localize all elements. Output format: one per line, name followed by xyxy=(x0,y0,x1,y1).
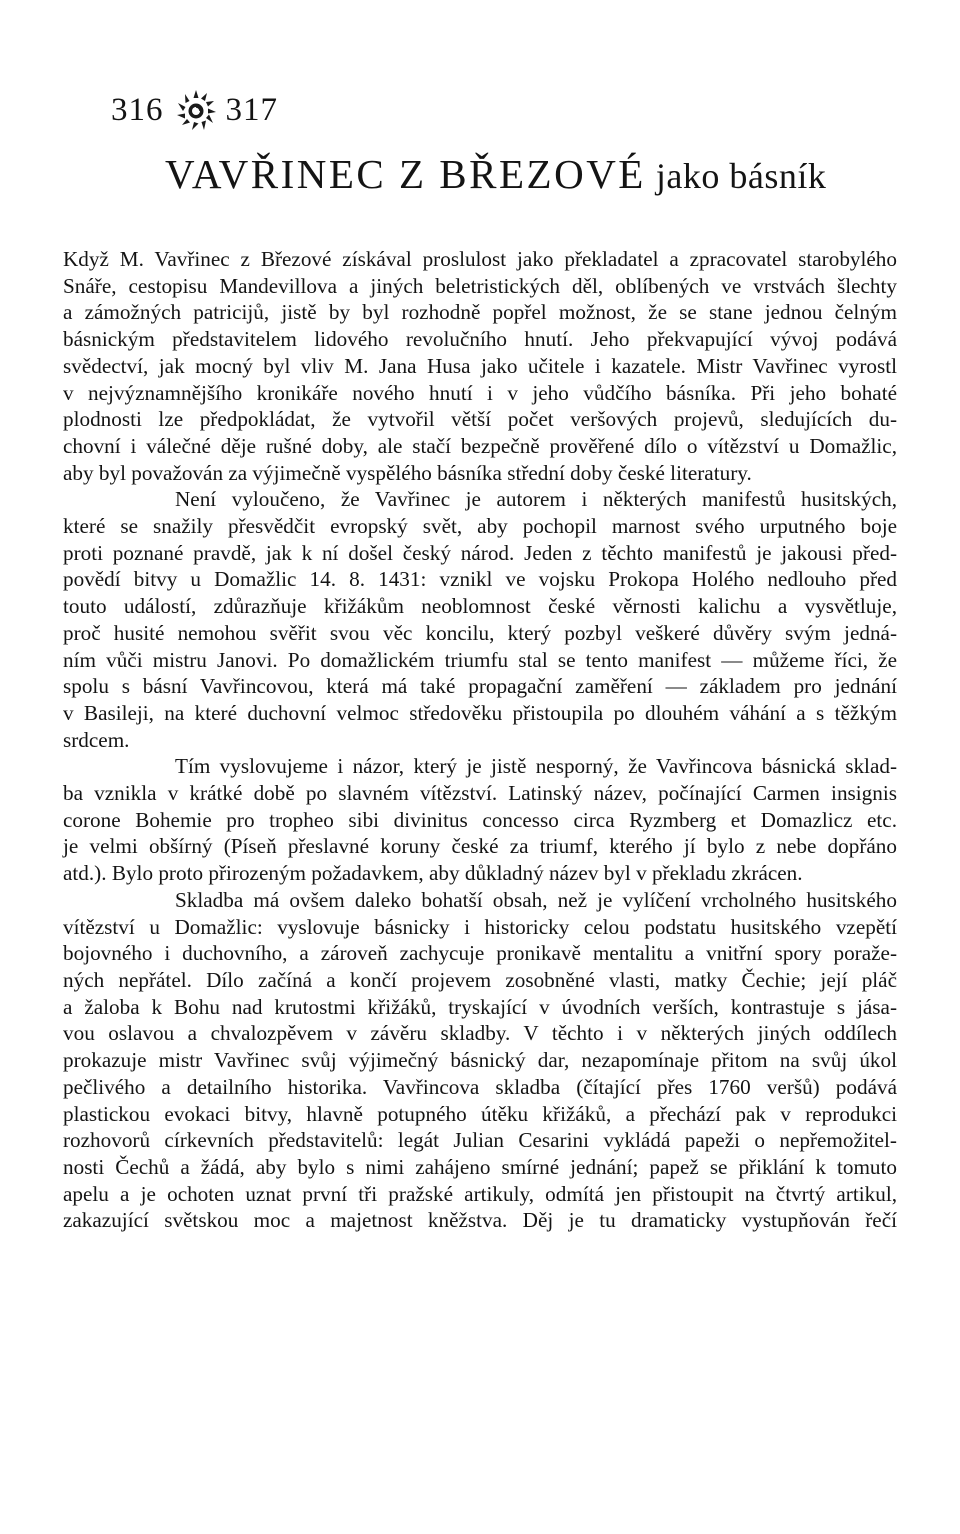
text-line: povědí bitvy u Domažlic 14. 8. 1431: vznikl ve vojsku Prokopa Holého nedlouho před xyxy=(63,567,897,592)
text-line: bojovného i duchovního, a zároveň zachycuje pronikavě mentalitu a vnitřní spory poraže- xyxy=(63,941,897,966)
text-line: svědectví, jak mocný byl vliv M. Jana Husa jako učitele i kazatele. Mistr Vavřinec vyrostl xyxy=(63,353,897,378)
text-line: Snáře, cestopisu Mandevillova a jiných beletristických děl, oblíbených ve vrstvách šlechty xyxy=(63,273,897,298)
text-line: Není vyloučeno, že Vavřinec je autorem i některých manifestů husitských, xyxy=(175,487,897,512)
page-number-right: 317 xyxy=(225,91,278,128)
text-line: básnickým představitelem lidového revolučního hnutí. Jeho překvapující vývoj podává xyxy=(63,327,897,352)
text-line: Tím vyslovujeme i názor, který je jistě nesporný, že Vavřincova básnická sklad- xyxy=(175,754,897,779)
text-line: které se snažily přesvědčit evropský svět, aby pochopil marnost svého urputného boje xyxy=(63,514,897,539)
text-line: spolu s básní Vavřincovou, která má také propagační zaměření — základem pro jednání xyxy=(63,674,897,699)
paragraph xyxy=(63,753,897,887)
paragraph xyxy=(63,246,897,486)
text-line: ných nepřátel. Dílo začíná a končí projevem zosobněné vlasti, matky Čechie; její pláč xyxy=(63,967,897,992)
text-line: v Basileji, na které duchovní velmoc středověku přistoupila po dlouhém váhání a s těžkým xyxy=(63,700,897,725)
text-line: touto událostí, zdůrazňuje křižákům neoblomnost české věrnosti kalichu a vysvětluje, xyxy=(63,594,897,619)
text-line: proti poznané pravdě, jak k ní došel český národ. Jeden z těchto manifestů je jakousi před- xyxy=(63,540,897,565)
text-line: ba vznikla v krátké době po slavném vítězství. Latinský název, počínající Carmen insignis xyxy=(63,781,897,806)
page-number-header xyxy=(111,88,278,132)
text-line: plastickou evokaci bitvy, hlavně potupného útěku křižáků, a přechází pak v reprodukci xyxy=(63,1101,897,1126)
text-line: proč husité nemohou svěřit svou věc koncilu, který pozbyl veškeré důvěry svým jedná- xyxy=(63,620,897,645)
text-line: ním vůči mistru Janovi. Po domažlickém triumfu stal se tento manifest — můžeme říci, že xyxy=(63,647,897,672)
body-text xyxy=(63,246,897,1234)
text-line: nosti Čechů a žádá, aby bylo s nimi zahájeno smírné jednání; papež se přiklání k tomuto xyxy=(63,1154,897,1179)
text-line: atd.). Bylo proto přirozeným požadavkem, aby důkladný název byl v překladu zkrácen. xyxy=(63,861,803,886)
paragraph xyxy=(63,486,897,753)
paragraph xyxy=(63,887,897,1234)
text-line: a žaloba k Bohu nad krutostmi křižáků, tryskající v úvodních verších, kontrastuje s jása- xyxy=(63,994,897,1019)
text-line: chovní i válečné děje rušné doby, ale stačí bezpečně prověřené dílo o vítězství u Domažlic, xyxy=(63,433,897,458)
text-line: v nejvýznamnějšího kronikáře nového hnutí i v jeho vůdčího básníka. Při jeho bohaté xyxy=(63,380,897,405)
text-line: a zámožných patriciјů, jistě by byl rozhodně popřel možnost, že se stane jednou čelným xyxy=(63,300,897,325)
text-line: srdcem. xyxy=(63,727,130,752)
page-number-left: 316 xyxy=(111,91,164,128)
text-line: rozhovorů církevních představitelů: legát Julian Cesarini vykládá papeži o nepřemožitel- xyxy=(63,1128,897,1153)
text-line: Když M. Vavřinec z Březové získával proslulost jako překladatel a zpracovatel starobylého xyxy=(63,247,897,271)
sun-spiral-ornament-icon xyxy=(174,88,218,132)
text-line: aby byl považován za výjimečně vyspělého básníka střední doby české literatury. xyxy=(63,460,752,485)
text-line: corone Bohemie pro tropheo sibi divinitus concesso circa Ryzmberg et Domazlicz etc. xyxy=(63,807,897,832)
text-line: plodnosti lze předpokládat, že vytvořil větší počet veršových projevů, sledujících du- xyxy=(63,407,897,432)
text-line: je velmi obšírný (Píseň přeslavné koruny české za triumf, kterého jí bylo z nebe dopřáno xyxy=(63,834,897,859)
chapter-title xyxy=(165,148,826,202)
chapter-title-name: VAVŘINEC Z BŘEZOVÉ xyxy=(165,151,646,197)
text-line: pečlivého a detailního historika. Vavřincova skladba (čítající přes 1760 veršů) podává xyxy=(63,1074,897,1099)
text-line: zakazující světskou moc a majetnost kněžstva. Děj je tu dramaticky vystupňován řečí xyxy=(63,1208,897,1233)
text-line: vou oslavou a chvalozpěvem v závěru skladby. V těchto i v některých jiných oddílech xyxy=(63,1021,897,1046)
chapter-title-subtitle: jako básník xyxy=(655,156,827,196)
text-line: apelu a je ochoten uznat první tři pražské artikuly, odmítá jen přistoupit na čtvrtý artikul, xyxy=(63,1181,897,1206)
text-line: Skladba má ovšem daleko bohatší obsah, než je vylíčení vrcholného husitského xyxy=(175,887,897,912)
text-line: vítězství u Domažlic: vyslovuje básnicky i historicky celou podstatu husitského vzepětí xyxy=(63,914,897,939)
text-line: prokazuje mistr Vavřinec svůj výjimečný básnický dar, nezapomínaje přitom na svůj úkol xyxy=(63,1048,897,1073)
